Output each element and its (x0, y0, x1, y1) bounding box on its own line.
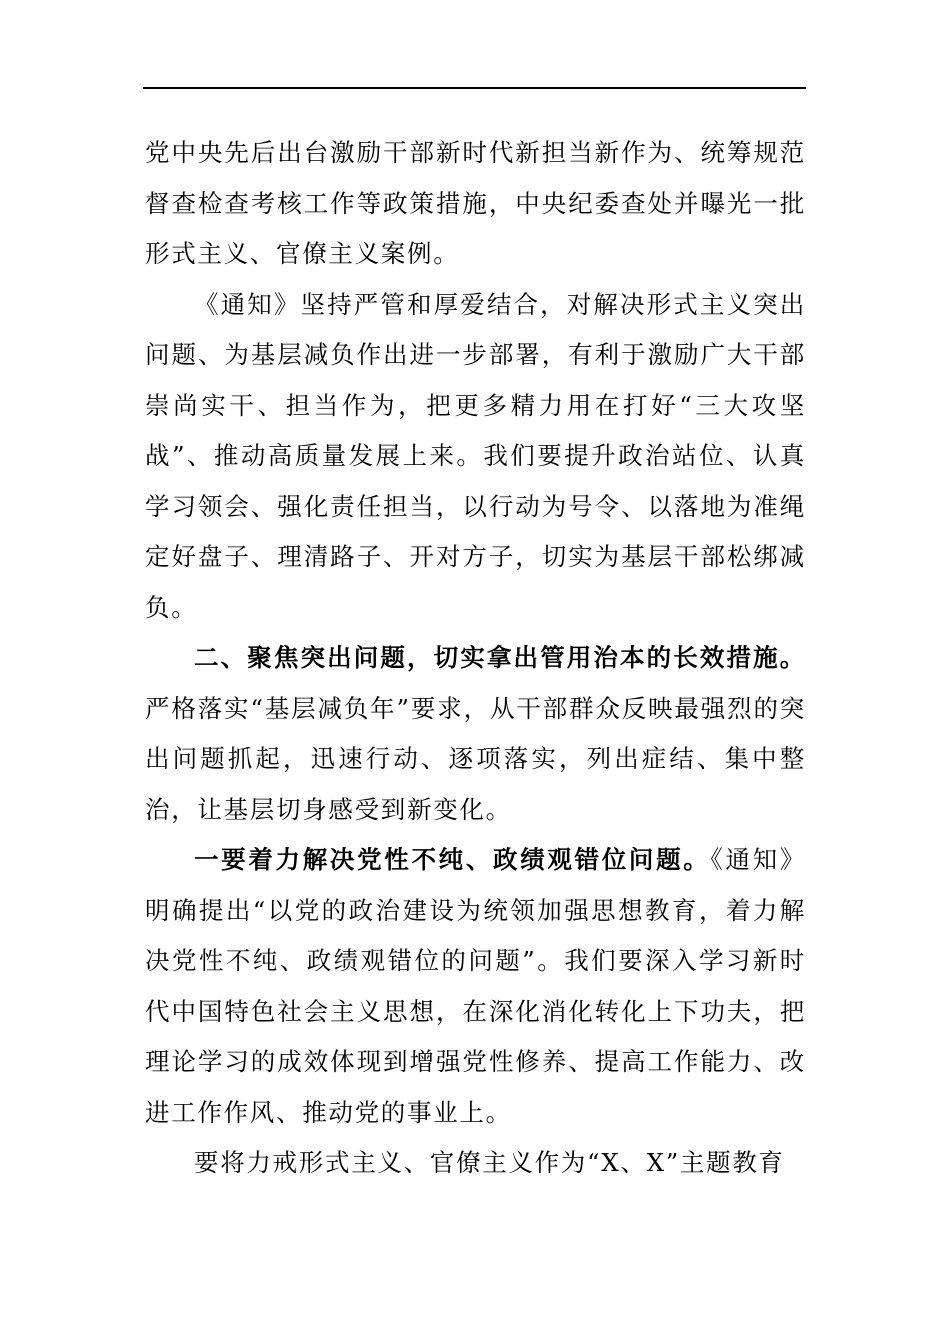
section-heading-2: 二、聚焦突出问题，切实拿出管用治本的长效措施。 (194, 643, 806, 672)
paragraph-4 (145, 835, 806, 1138)
paragraph-4-text: 《通知》明确提出“以党的政治建设为统领加强思想教育，着力解决党性不纯、政绩观错位的问题”。我们要深入学习新时代中国特色社会主义思想，在深化消化转化上下功夫，把理论学习的成效体现到增强党性修养、提高工作能力、改进工作作风、推动党的事业上。 (145, 845, 806, 1127)
paragraph-5 (145, 1138, 806, 1189)
subheading-1: 一要着力解决党性不纯、政绩观错位问题。 (194, 845, 711, 874)
header-rule (143, 87, 806, 89)
document-body (145, 128, 806, 1189)
paragraph-2 (145, 280, 806, 634)
paragraph-2-text: 《通知》坚持严管和厚爱结合，对解决形式主义突出问题、为基层减负作出进一步部署，有利于激励广大干部崇尚实干、担当作为，把更多精力用在打好“三大攻坚战”、推动高质量发展上来。我们要提升政治站位、认真学习领会、强化责任担当，以行动为号令、以落地为准绳定好盘子、理清路子、开对方子，切实为基层干部松绑减负。 (145, 289, 806, 622)
paragraph-3 (145, 633, 806, 835)
paragraph-1-text: 党中央先后出台激励干部新时代新担当新作为、统筹规范督查检查考核工作等政策措施，中央纪委查处并曝光一批形式主义、官僚主义案例。 (145, 138, 806, 268)
paragraph-3-text: 严格落实“基层减负年”要求，从干部群众反映最强烈的突出问题抓起，迅速行动、逐项落实，列出症结、集中整治，让基层切身感受到新变化。 (145, 693, 806, 824)
paragraph-1 (145, 128, 806, 280)
paragraph-5-text: 要将力戒形式主义、官僚主义作为“X、X”主题教育 (194, 1148, 785, 1177)
